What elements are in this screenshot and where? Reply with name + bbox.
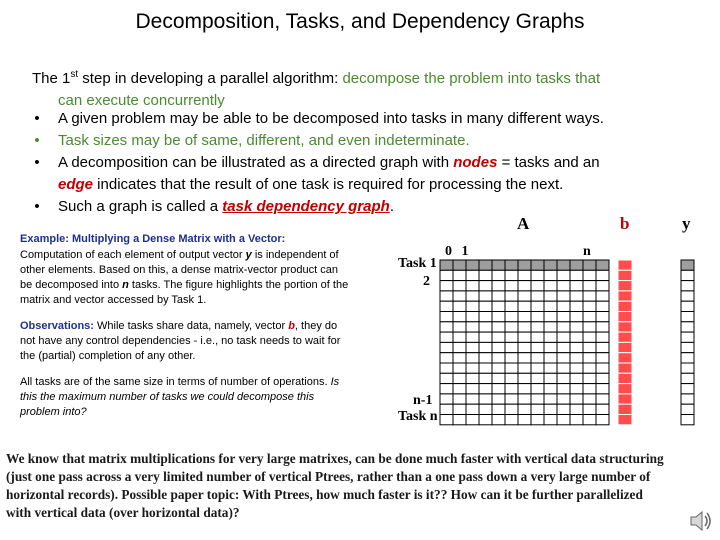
matrix-cell [466,291,479,301]
matrix-cell [440,301,453,311]
matrix-cell [583,312,596,322]
observations-label: Observations: [20,320,94,332]
matrix-cell [492,322,505,332]
matrix-cell [570,281,583,291]
matrix-cell [492,342,505,352]
matrix-cell [544,363,557,373]
vector-y-cell [681,404,694,414]
matrix-cell [518,384,531,394]
observations-l1c: , they do [294,320,338,332]
matrix-cell [505,270,518,280]
matrix-cell [557,342,570,352]
lead-accent: decompose the problem into tasks that [342,70,601,87]
matrix-cell [544,373,557,383]
matrix-cell [518,394,531,404]
matrix-cell [505,384,518,394]
matrix-cell [557,384,570,394]
matrix-cell [583,301,596,311]
vector-y-cell [681,301,694,311]
bullet-2: • Task sizes may be of same, different, and even indeterminate. [34,132,470,149]
matrix-cell [544,270,557,280]
vector-b-cell [618,353,632,363]
matrix-cell [596,291,609,301]
matrix-cell [466,363,479,373]
matrix-cell [440,332,453,342]
matrix-cell [440,353,453,363]
matrix-cell [570,332,583,342]
matrix-cell [466,270,479,280]
matrix-cell [596,270,609,280]
matrix-cell [544,415,557,425]
speaker-icon[interactable] [688,508,714,539]
bullet-3-b: = tasks and an [497,154,600,171]
matrix-cell [531,332,544,342]
matrix-cell [492,415,505,425]
bullet-3: • A decomposition can be illustrated as a directed graph with nodes = tasks and an edge indicates that the result of one task is required for processing the next. [34,154,600,193]
matrix-cell [557,281,570,291]
matrix-cell [583,394,596,404]
matrix-cell [518,312,531,322]
matrix-cell [453,394,466,404]
matrix-cell [544,394,557,404]
matrix-cell [453,404,466,414]
matrix-cell [557,415,570,425]
vector-y-cell [681,342,694,352]
matrix-cell [583,281,596,291]
vector-b-cell [618,312,632,322]
vector-b-cell [618,394,632,404]
matrix-cell [557,353,570,363]
matrix-cell [453,281,466,291]
matrix-cell [479,332,492,342]
matrix-cell [479,373,492,383]
edge-term: edge [58,176,94,193]
vector-b-cell [618,373,632,383]
matrix-cell [453,301,466,311]
matrix-cell [570,353,583,363]
vector-y-cell [681,415,694,425]
matrix-cell [440,404,453,414]
matrix-cell [479,415,492,425]
matrix-cell [492,353,505,363]
slide-title: Decomposition, Tasks, and Dependency Graphs [135,10,585,33]
matrix-cell [518,373,531,383]
matrix-cell [596,322,609,332]
matrix-cell [466,353,479,363]
matrix-cell [531,384,544,394]
matrix-cell [544,384,557,394]
matrix-cell [505,291,518,301]
bottom-l1: We know that matrix multiplications for very large matrixes, can be done much faster with vertical data structuring [6,451,664,466]
matrix-cell [557,404,570,414]
example-l1b: is independent of [251,249,339,261]
matrix-cell [596,415,609,425]
task-n-label: Task n [398,409,438,424]
vector-y-cell [681,363,694,373]
matrix-cell [440,384,453,394]
matrix-cell [583,384,596,394]
vector-y-cell [681,270,694,280]
matrix-cell [531,415,544,425]
bottom-l4: with vertical data (over horizontal data)? [6,505,240,520]
matrix-cell [544,342,557,352]
matrix-cell [531,260,544,270]
matrix-cell [596,342,609,352]
matrix-cell [453,332,466,342]
matrix-cell [453,373,466,383]
vector-b-label: b [620,214,630,233]
matrix-cell [557,270,570,280]
matrix-cell [583,363,596,373]
observations-l1a: While tasks share data, namely, vector [93,320,289,332]
matrix-cell [596,384,609,394]
matrix-cell [518,301,531,311]
matrix-cell [544,281,557,291]
matrix-cell [453,384,466,394]
matrix-cell [518,353,531,363]
matrix-cell [583,404,596,414]
matrix-cell [570,363,583,373]
lead-sup: st [70,69,79,80]
matrix-cell [544,404,557,414]
matrix-cell [492,301,505,311]
matrix-cell [466,404,479,414]
matrix-cell [531,312,544,322]
matrix-cell [531,404,544,414]
matrix-cell [505,301,518,311]
vector-b-cell [618,384,632,394]
vector-b-cell [618,363,632,373]
row-2-label: 2 [423,274,430,289]
matrix-label: A [517,214,530,233]
matrix-cell [492,363,505,373]
bullet-4: • Such a graph is called a task dependency graph. [34,198,395,215]
matrix-cell [596,332,609,342]
example-n: n [122,279,129,291]
vector-b-cell [618,281,632,291]
vector-y-cell [681,312,694,322]
matrix-cell [570,312,583,322]
matrix-cell [583,322,596,332]
matrix-cell [479,270,492,280]
matrix-cell [505,312,518,322]
matrix-cell [544,301,557,311]
matrix-cell [440,260,453,270]
matrix-cell [570,260,583,270]
bullet-4-b: . [389,198,395,215]
matrix-cell [479,281,492,291]
matrix-cell [492,394,505,404]
matrix-cell [492,291,505,301]
example-heading: Example: Multiplying a Dense Matrix with a Vector: [20,233,286,245]
matrix-cell [596,373,609,383]
matrix-cell [479,260,492,270]
matrix-cell [453,415,466,425]
matrix-cell [531,291,544,301]
matrix-cell [557,322,570,332]
vector-y-label: y [682,214,691,233]
matrix-cell [466,260,479,270]
matrix-cell [570,291,583,301]
matrix-cell [518,342,531,352]
example-l1a: Computation of each element of output vector [20,249,246,261]
bottom-l3: horizontal records). Possible paper topic: With Ptrees, how much faster is it?? How can it be further parallelized [6,487,643,502]
matrix-cell [557,301,570,311]
matrix-cell [570,270,583,280]
matrix-cell [596,301,609,311]
bullet-4-a: Such a graph is called a [58,198,223,215]
task-1-label: Task 1 [398,256,437,271]
matrix-cell [583,342,596,352]
matrix-cell [596,394,609,404]
matrix-cell [440,322,453,332]
matrix-cell [531,281,544,291]
matrix-cell [440,281,453,291]
matrix-cell [531,322,544,332]
matrix-cell [570,342,583,352]
bullet-1-text: A given problem may be able to be decomposed into tasks in many different ways. [58,110,604,127]
matrix-cell [440,373,453,383]
matrix-cell [596,404,609,414]
matrix-cell [518,270,531,280]
matrix-cell [505,394,518,404]
vector-y-cell [681,291,694,301]
matrix-cell [492,404,505,414]
matrix-cell [492,384,505,394]
vector-b-cell [618,291,632,301]
matrix-cell [557,363,570,373]
matrix-cell [492,260,505,270]
matrix-cell [544,353,557,363]
example-l3b: tasks. The figure highlights the portion of the [128,279,349,291]
matrix-cell [466,301,479,311]
matrix-cell [570,301,583,311]
matrix-cell [440,270,453,280]
matrix-cell [479,394,492,404]
matrix-cell [544,312,557,322]
bullet-3-a: A decomposition can be illustrated as a directed graph with [58,154,454,171]
vector-y-cell [681,384,694,394]
matrix-cell [440,291,453,301]
matrix-cell [518,322,531,332]
matrix-cell [518,281,531,291]
matrix-cell [544,291,557,301]
vector-y-cell [681,322,694,332]
matrix-cell [557,260,570,270]
matrix-cell [479,312,492,322]
bullet-3-c: indicates that the result of one task is required for processing the next. [93,176,564,193]
matrix-cell [479,353,492,363]
matrix-cell [479,291,492,301]
vector-b-cell [618,301,632,311]
matrix-cell [440,415,453,425]
bottom-note [6,450,716,522]
tdg-term: task dependency graph [222,198,390,215]
matrix-cell [479,363,492,373]
matrix-cell [466,281,479,291]
example-y: y [245,249,252,261]
matrix-cell [570,404,583,414]
vector-y-cell [681,332,694,342]
matrix-cell [440,312,453,322]
vector-b-cell [618,342,632,352]
matrix-cell [466,312,479,322]
matrix-cell [466,415,479,425]
matrix-cell [466,332,479,342]
matrix-cell [596,281,609,291]
matrix-cell [505,353,518,363]
matrix-cell [466,373,479,383]
matrix-cell [518,363,531,373]
matrix-cell [505,373,518,383]
matrix-cell [531,363,544,373]
matrix-cell [531,270,544,280]
matrix-cell [557,291,570,301]
matrix-cell [570,384,583,394]
matrix-cell [583,332,596,342]
matrix-cell [518,291,531,301]
matrix-cell [492,281,505,291]
lead-middle: step in developing a parallel algorithm: [78,70,343,87]
example-l3a: be decomposed into [20,279,123,291]
matrix-cell [531,353,544,363]
matrix-cell [570,394,583,404]
matrix-cell [505,322,518,332]
bullet-1: • A given problem may be able to be decomposed into tasks in many different ways. [34,110,604,127]
vector-b-cell [618,322,632,332]
matrix-cell [596,363,609,373]
example-l4: matrix and vector accessed by Task 1. [20,294,207,306]
matrix-cell [505,363,518,373]
matrix-cell [531,342,544,352]
matrix-cell [466,394,479,404]
matrix-cell [492,332,505,342]
vector-b-cell [618,415,632,425]
matrix-cell [505,332,518,342]
alltasks-l1b: Is [330,376,340,388]
column-index-label: 0 1 [445,244,472,259]
vector-b-cell [618,270,632,280]
matrix-cell [453,291,466,301]
row-n-minus-1-label: n-1 [413,393,433,408]
matrix-cell [544,332,557,342]
matrix-cell [479,404,492,414]
matrix-cell [583,353,596,363]
matrix-cell [505,260,518,270]
vector-y-cell [681,260,694,270]
bullet-2-rest: may be of same, different, and even indeterminate. [127,132,470,149]
matrix-cell [505,404,518,414]
matrix-cell [544,260,557,270]
matrix-cell [596,353,609,363]
observations-l2: not have any control dependencies - i.e., no task needs to wait for [20,335,341,347]
example-l2: other elements. Based on this, a dense matrix-vector product can [20,264,338,276]
vector-y-cell [681,353,694,363]
matrix-cell [505,415,518,425]
matrix-cell [531,373,544,383]
bottom-l2: (just one pass across a very limited number of vertical Ptrees, rather than a one pass down a very large number of [6,469,651,484]
matrix-cell [453,342,466,352]
matrix-cell [479,322,492,332]
matrix-cell [557,373,570,383]
observations-l3: the (partial) completion of any other. [20,350,196,362]
matrix-cell [440,394,453,404]
matrix-cell [479,384,492,394]
matrix-cell [583,260,596,270]
matrix-cell [505,281,518,291]
bullet-2-accent: Task sizes [58,132,128,149]
matrix-cell [492,312,505,322]
matrix-cell [583,270,596,280]
matrix-cell [596,260,609,270]
matrix-cell [596,312,609,322]
matrix-cell [531,394,544,404]
matrix-cell [453,260,466,270]
matrix-cell [518,415,531,425]
matrix-cell [570,322,583,332]
nodes-term: nodes [453,154,498,171]
matrix-cell [531,301,544,311]
matrix-cell [518,404,531,414]
matrix-cell [453,353,466,363]
lead-prefix: The 1 [32,70,71,87]
matrix-cell [440,342,453,352]
column-n-label: n [583,244,591,259]
vector-y-cell [681,281,694,291]
matrix-cell [518,332,531,342]
alltasks-l1a: All tasks are of the same size in terms of number of operations. [20,376,331,388]
matrix-cell [583,415,596,425]
vector-b-cell [618,404,632,414]
matrix-cell [544,322,557,332]
vector-b-cell [618,332,632,342]
alltasks-l3: problem into? [20,406,87,418]
vector-y-cell [681,394,694,404]
alltasks-l2: this the maximum number of tasks we could decompose this [20,391,315,403]
matrix-cell [518,260,531,270]
lead-cont: can execute concurrently [58,92,225,109]
matrix-cell [492,373,505,383]
matrix-cell [466,384,479,394]
matrix-cell [466,342,479,352]
matrix-cell [557,332,570,342]
matrix-cell [557,394,570,404]
matrix-cell [440,363,453,373]
matrix-cell [453,363,466,373]
matrix-cell [466,322,479,332]
matrix-cell [453,270,466,280]
matrix-cell [583,373,596,383]
vector-y-cell [681,373,694,383]
observations-b: b [288,320,295,332]
matrix-cell [453,312,466,322]
matrix-cell [570,373,583,383]
matrix-cell [479,342,492,352]
matrix-cell [479,301,492,311]
matrix-cell [557,312,570,322]
vector-b-cell [618,260,632,270]
matrix-cell [505,342,518,352]
matrix-cell [570,415,583,425]
matrix-cell [492,270,505,280]
matrix-cell [583,291,596,301]
matrix-cell [453,322,466,332]
